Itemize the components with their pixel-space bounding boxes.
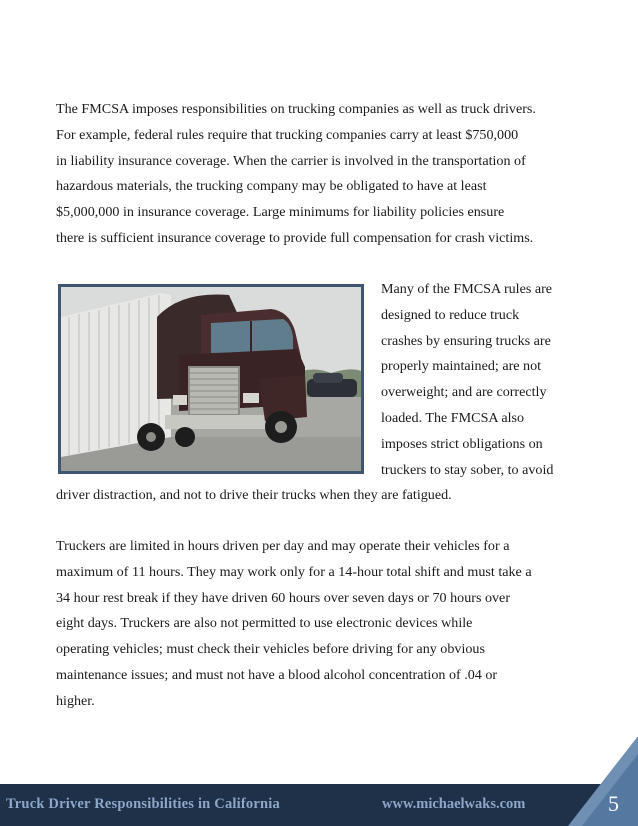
- footer-website-link[interactable]: www.michaelwaks.com: [382, 796, 526, 812]
- text-line: hazardous materials, the trucking company may be obligated to have at least: [56, 178, 487, 195]
- paragraph-insurance: [56, 97, 590, 252]
- text-line: The FMCSA imposes responsibilities on trucking companies as well as truck drivers.: [56, 101, 536, 117]
- text-line: crashes by ensuring trucks are: [381, 332, 551, 349]
- text-line: higher.: [56, 692, 95, 709]
- text-line: Many of the FMCSA rules are: [381, 281, 553, 297]
- paragraph-hours-limits: [56, 534, 590, 715]
- page-corner-decoration: [560, 736, 638, 826]
- text-line: $5,000,000 in insurance coverage. Large minimums for liability policies ensure: [56, 204, 505, 221]
- text-line: overweight; and are correctly: [381, 384, 547, 401]
- text-line: operating vehicles; must check their vehicles before driving for any obvious: [56, 641, 485, 658]
- footer-document-title: Truck Driver Responsibilities in California: [6, 796, 280, 812]
- page-footer: [0, 784, 638, 826]
- text-line: Truckers are limited in hours driven per day and may operate their vehicles for a: [56, 538, 510, 554]
- truck-photo: [58, 284, 364, 474]
- text-line: properly maintained; are not: [381, 358, 542, 375]
- text-line: there is sufficient insurance coverage to provide full compensation for crash victims.: [56, 229, 534, 246]
- text-line: eight days. Truckers are also not permitted to use electronic devices while: [56, 615, 473, 632]
- text-line: truckers to stay sober, to avoid: [381, 461, 554, 478]
- text-line: 34 hour rest break if they have driven 60 hours over seven days or 70 hours over: [56, 589, 511, 606]
- paragraph-fmcsa-rules-tail: driver distraction, and not to drive their trucks when they are fatigued.: [56, 487, 452, 503]
- text-line: loaded. The FMCSA also: [381, 409, 525, 426]
- text-line: maximum of 11 hours. They may work only for a 14-hour total shift and must take a: [56, 563, 532, 580]
- text-line: maintenance issues; and must not have a blood alcohol concentration of .04 or: [56, 666, 498, 683]
- text-line: designed to reduce truck: [381, 306, 520, 323]
- paragraph-fmcsa-rules: [381, 277, 596, 483]
- page-number: 5: [608, 791, 619, 816]
- text-line: For example, federal rules require that trucking companies carry at least $750,000: [56, 126, 519, 143]
- text-line: in liability insurance coverage. When the carrier is involved in the transportation of: [56, 152, 526, 169]
- text-line: imposes strict obligations on: [381, 435, 543, 452]
